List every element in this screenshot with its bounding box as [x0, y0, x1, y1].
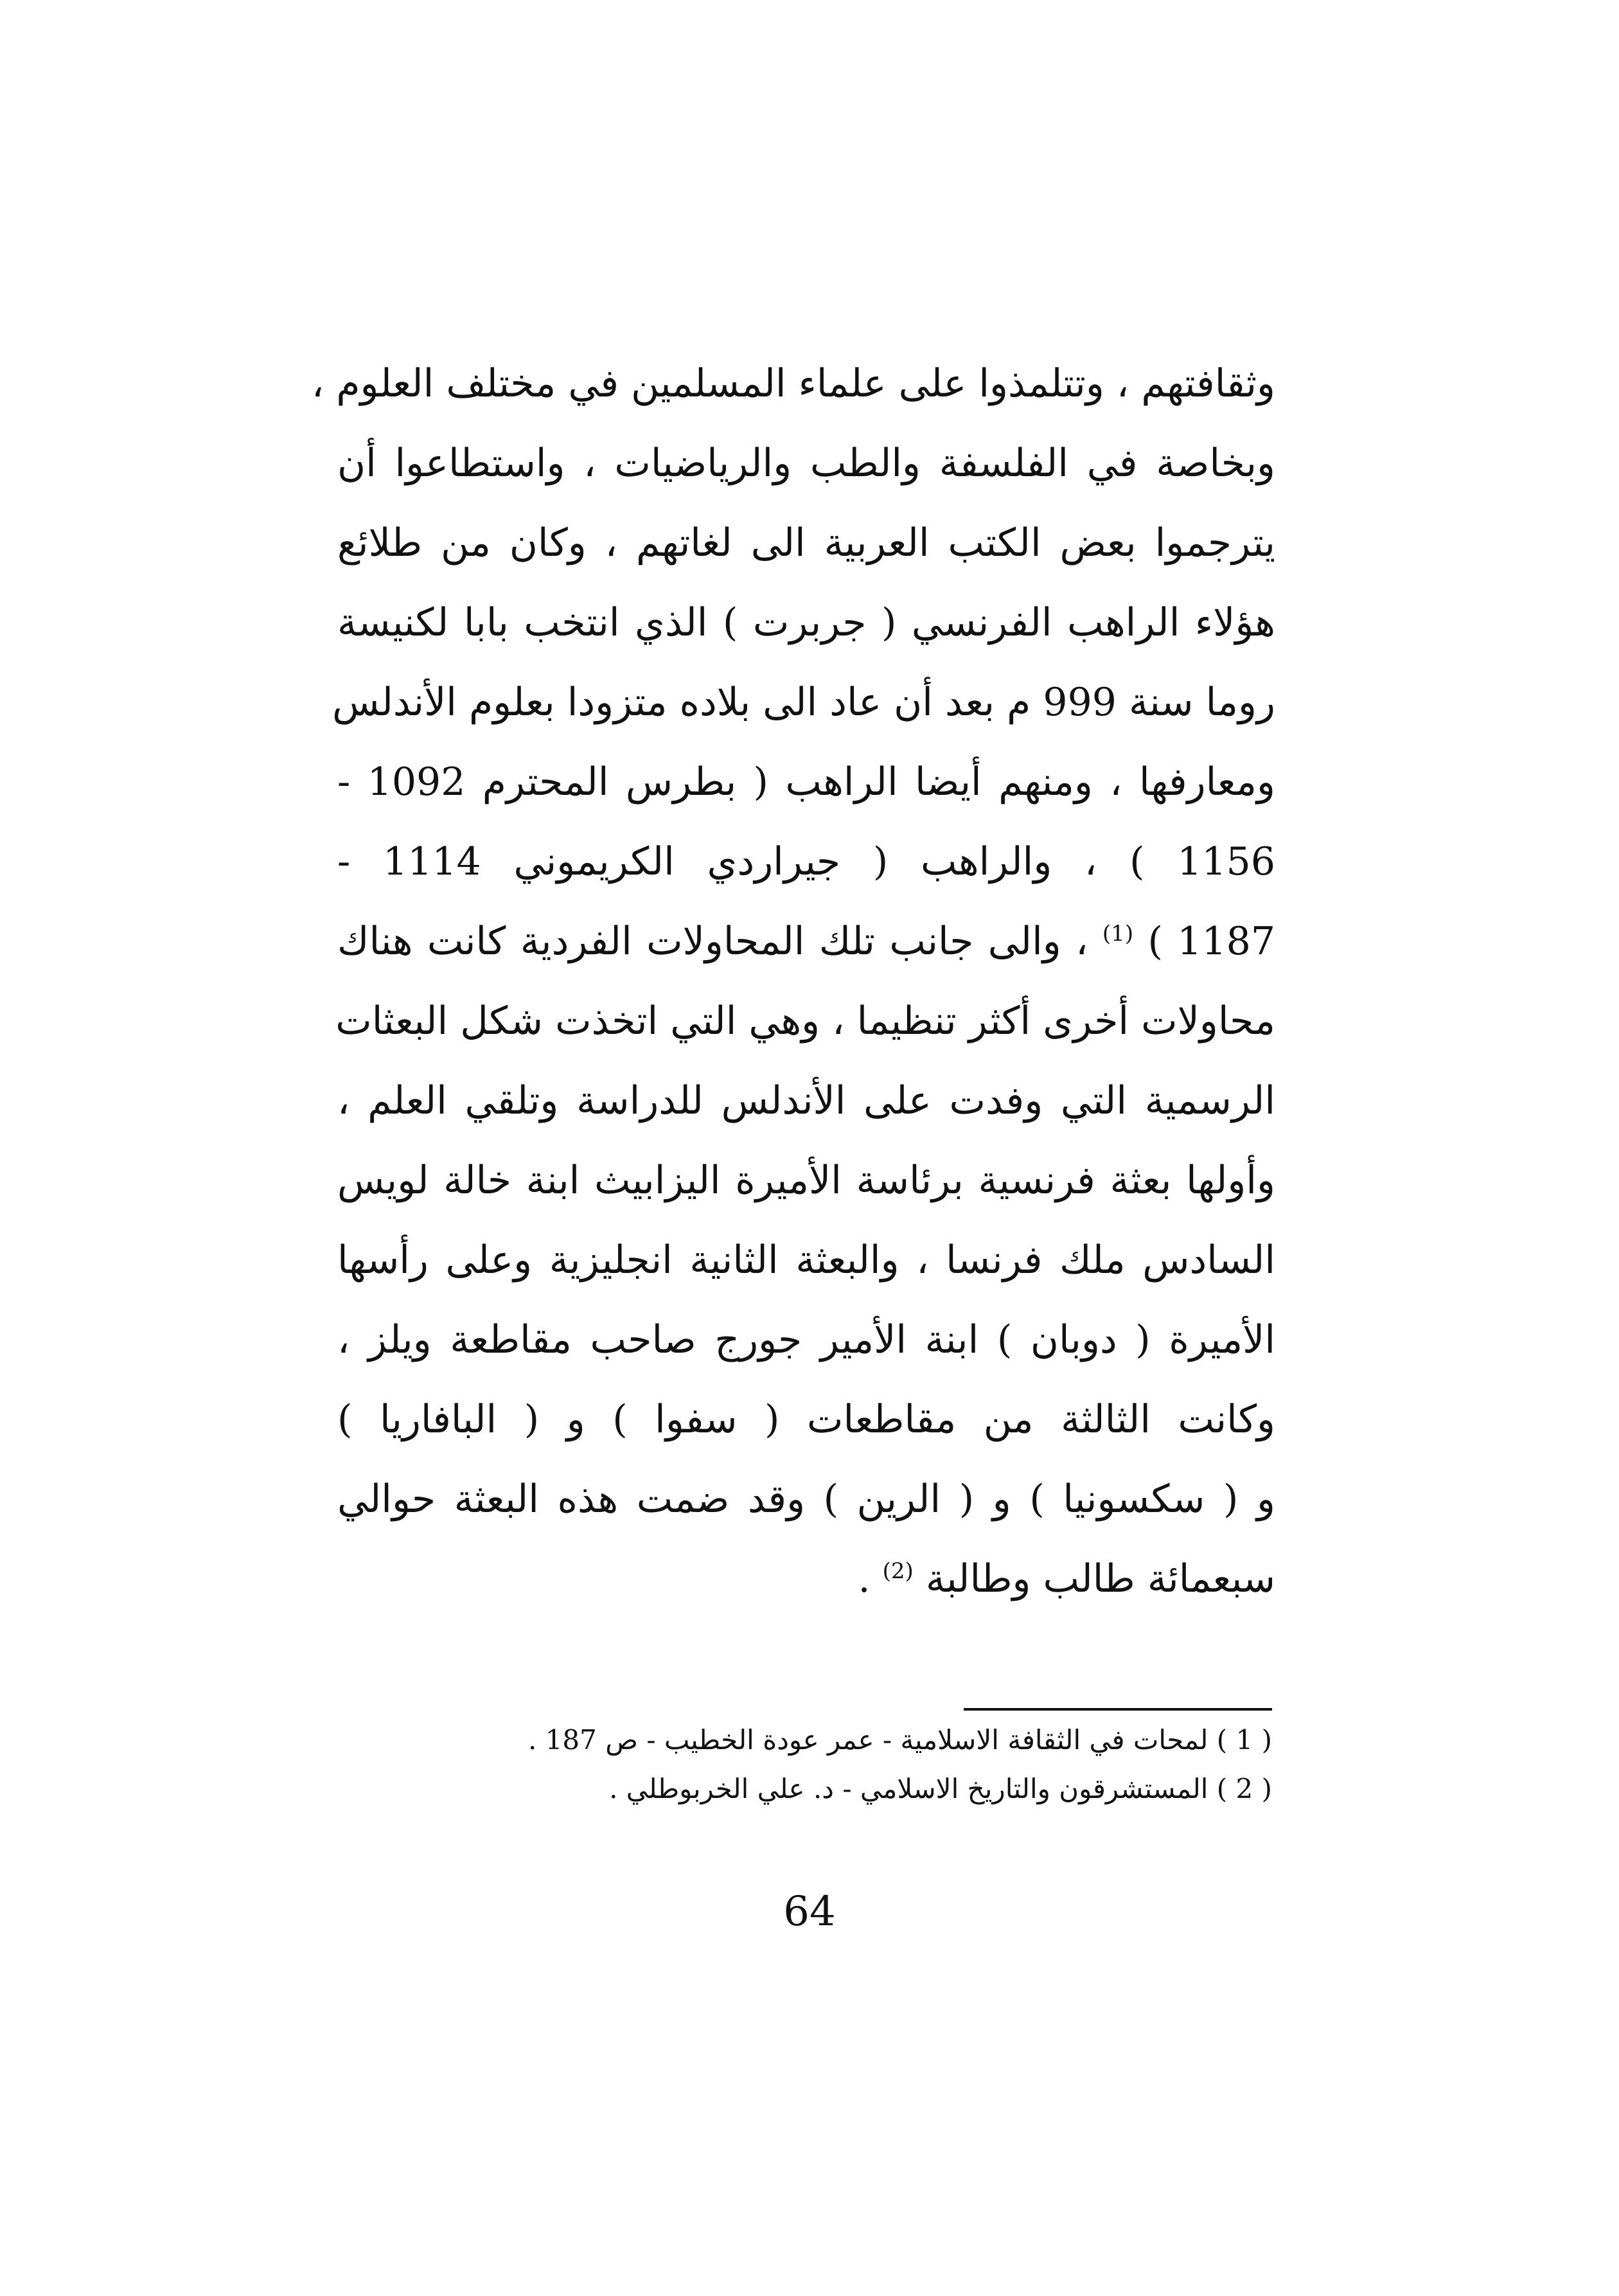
text-line: وبخاصة في الفلسفة والطب والرياضيات ، واستطاعوا أن: [337, 441, 1275, 486]
text-line: هؤلاء الراهب الفرنسي ( جربرت ) الذي انتخب بابا لكنيسة: [337, 600, 1275, 645]
text-line: الرسمية التي وفدت على الأندلس للدراسة وتلقي العلم ،: [337, 1078, 1275, 1123]
footnote-separator: [964, 1708, 1272, 1711]
footnote-2: ( 2 ) المستشرقون والتاريخ الاسلامي - د. علي الخربوطلي .: [609, 1773, 1272, 1804]
footnote-ref-2: (2): [882, 1558, 914, 1584]
text-line-with-footnote-ref: [337, 1539, 1275, 1619]
line-segment: سبعمائة طالب وطالبة: [925, 1556, 1275, 1601]
text-line: ومعارفها ، ومنهم أيضا الراهب ( بطرس المحترم 1092 -: [337, 760, 1275, 805]
page-number: 64: [783, 1888, 836, 1936]
footnotes: [398, 1716, 1272, 1813]
text-line: وكانت الثالثة من مقاطعات ( سفوا ) و ( البافاريا ): [337, 1397, 1275, 1442]
text-line: الأميرة ( دوبان ) ابنة الأمير جورج صاحب مقاطعة ويلز ،: [337, 1317, 1275, 1362]
text-line: يترجموا بعض الكتب العربية الى لغاتهم ، وكان من طلائع: [337, 521, 1275, 565]
text-line: محاولات أخرى أكثر تنظيما ، وهي التي اتخذت شكل البعثات: [335, 999, 1275, 1044]
footnote-ref-1: (1): [1102, 921, 1134, 947]
text-line: وأولها بعثة فرنسية برئاسة الأميرة اليزابيث ابنة خالة لويس: [337, 1158, 1275, 1203]
main-text: [311, 344, 1275, 1619]
text-line: و ( سكسونيا ) و ( الرين ) وقد ضمت هذه البعثة حوالي: [337, 1477, 1275, 1522]
text-line: السادس ملك فرنسا ، والبعثة الثانية انجليزية وعلى رأسها: [337, 1238, 1275, 1283]
text-line-with-footnote-ref: [337, 902, 1275, 981]
line-segment: .: [858, 1556, 871, 1601]
text-line: 1156 ) ، والراهب ( جيراردي الكريموني 1114 -: [337, 839, 1275, 884]
text-line: روما سنة 999 م بعد أن عاد الى بلاده متزودا بعلوم الأندلس: [332, 680, 1275, 725]
line-segment: ، والى جانب تلك المحاولات الفردية كانت هناك: [337, 919, 1088, 964]
footnote-1: ( 1 ) لمحات في الثقافة الاسلامية - عمر عودة الخطيب - ص 187 .: [528, 1724, 1272, 1756]
line-segment: 1187 ): [1147, 919, 1275, 964]
text-line: وثقافتهم ، وتتلمذوا على علماء المسلمين في مختلف العلوم ،: [311, 361, 1275, 406]
